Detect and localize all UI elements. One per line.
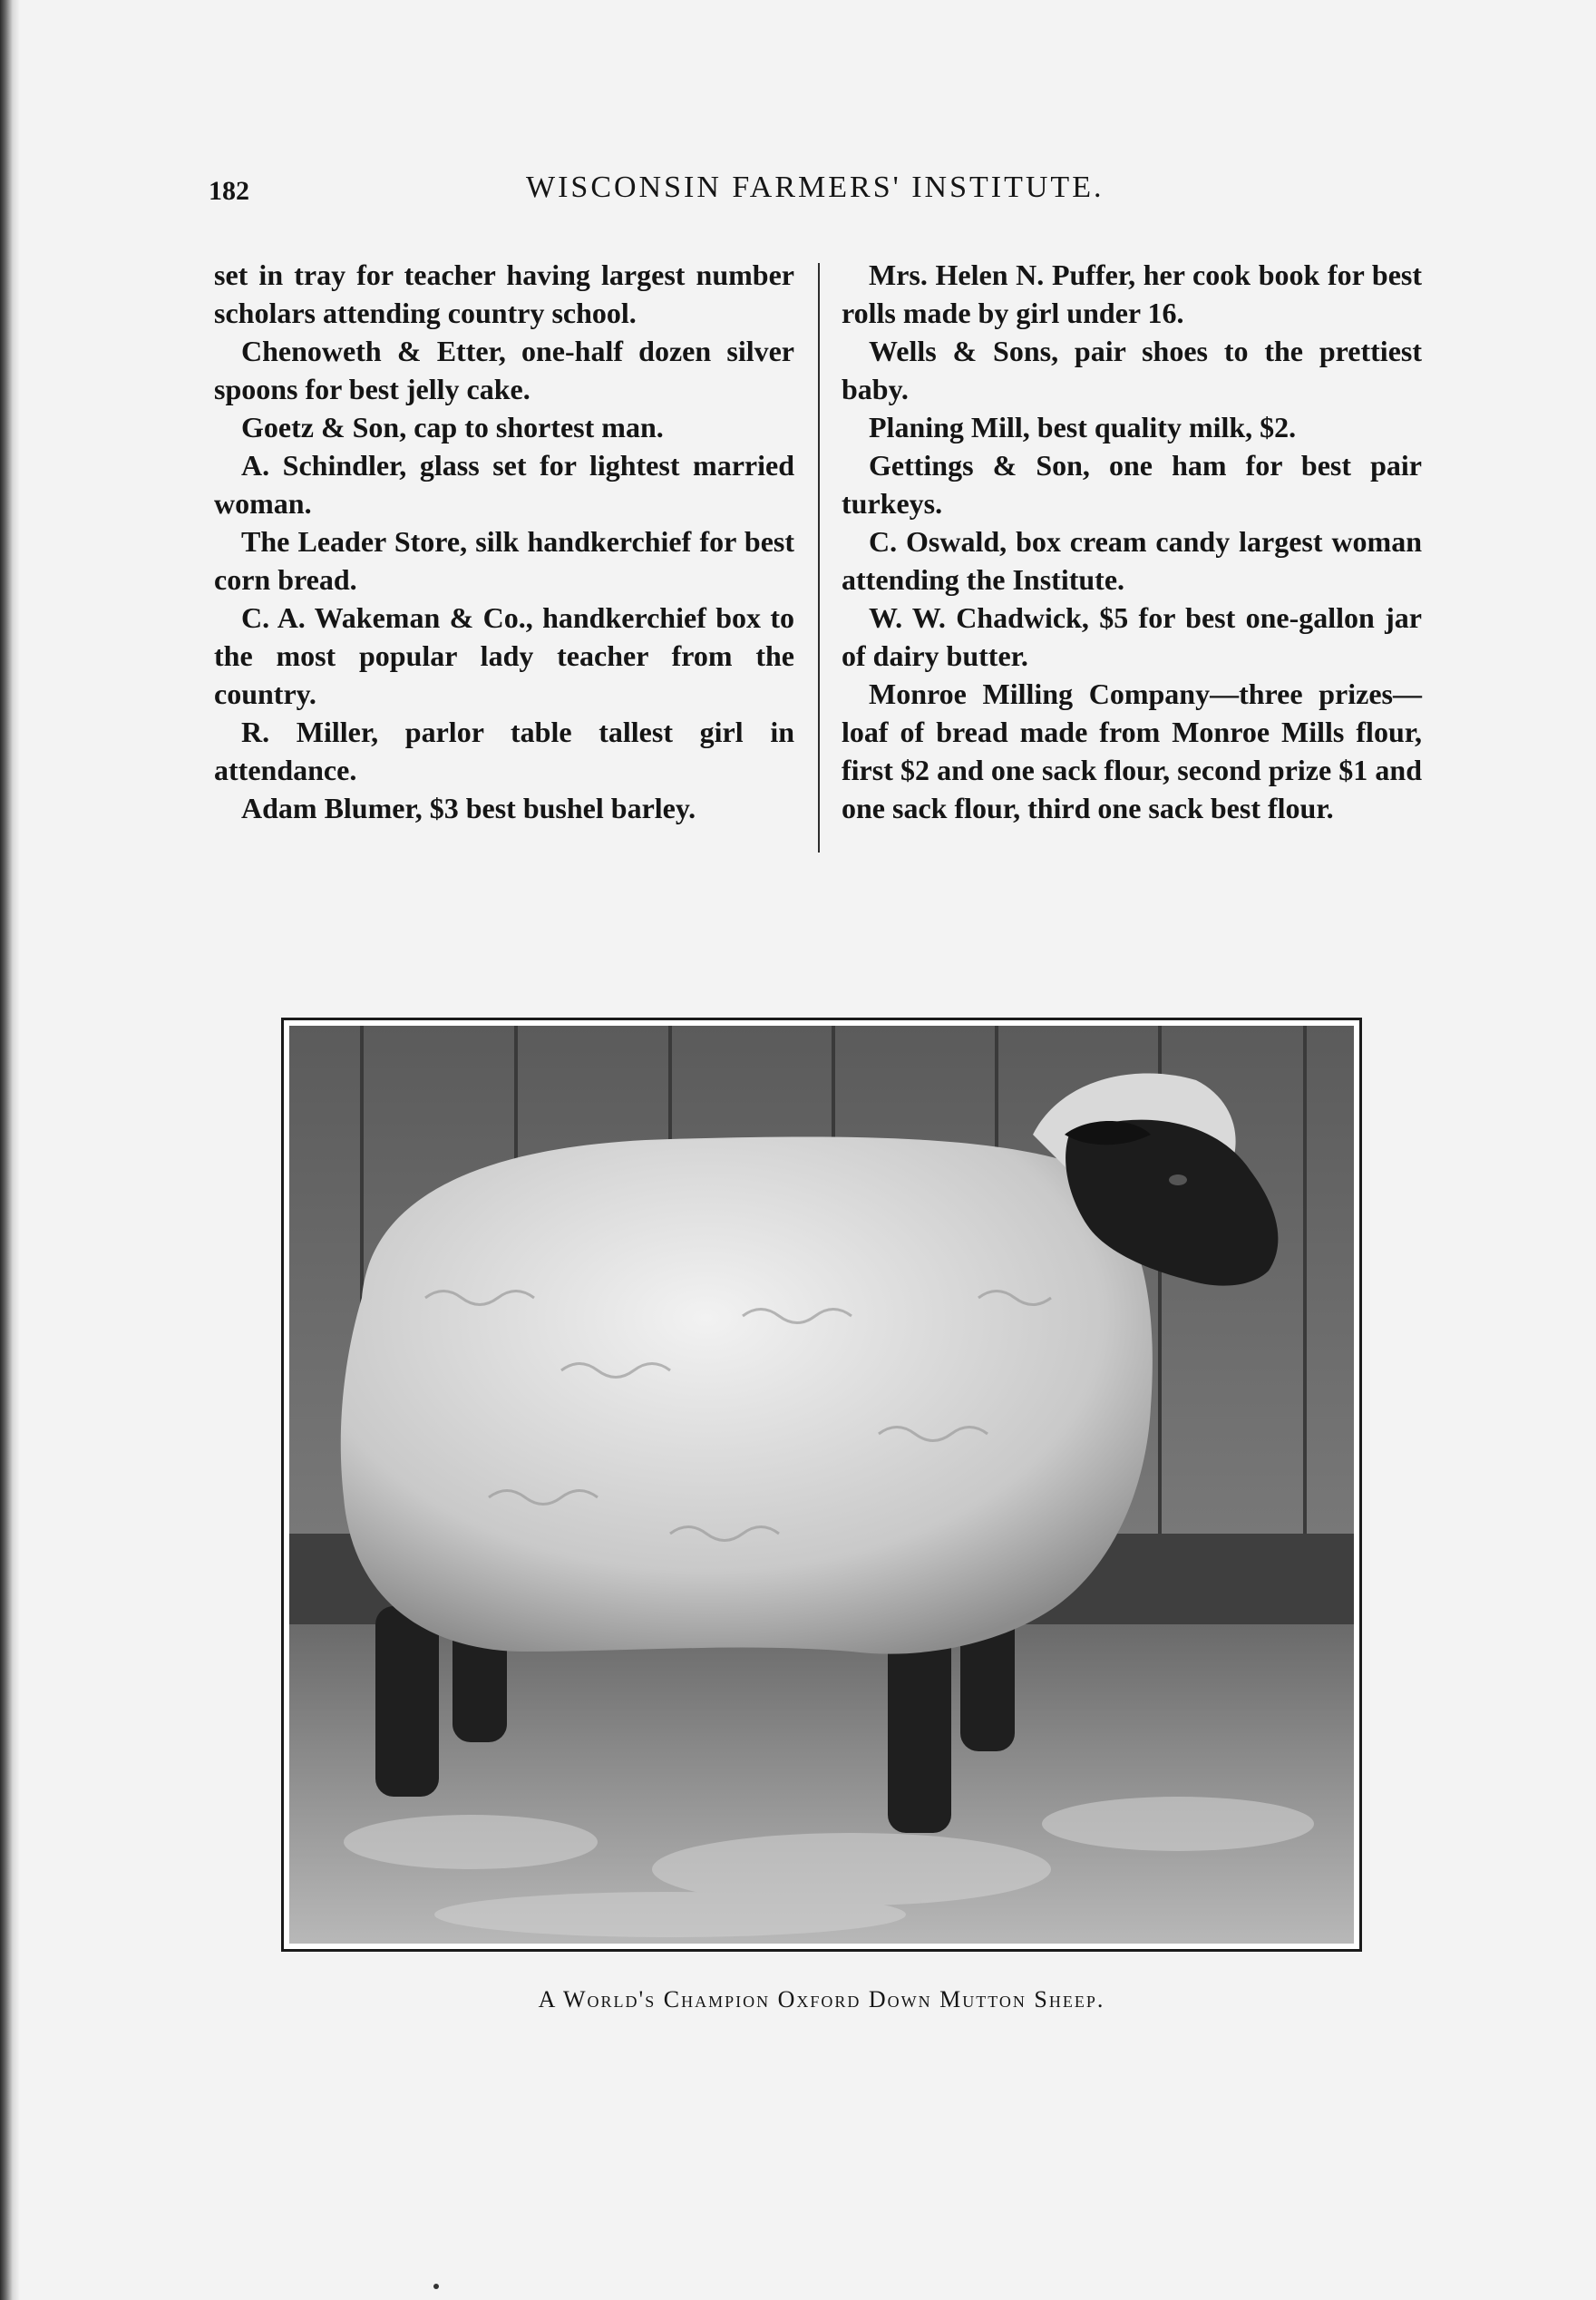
prize-entry: Wells & Sons, pair shoes to the prettiest baby. [842, 335, 1422, 405]
prize-entry: C. A. Wakeman & Co., handkerchief box to the most popular lady teacher from the country. [214, 601, 794, 710]
prize-entry: Planing Mill, best quality milk, $2. [869, 411, 1297, 443]
prize-entry: Goetz & Son, cap to shortest man. [241, 411, 664, 443]
prize-entry: The Leader Store, silk handkerchief for best corn bread. [214, 525, 794, 596]
left-column [214, 256, 794, 827]
prize-entry: Gettings & Son, one ham for best pair turkeys. [842, 449, 1422, 520]
prize-entry: W. W. Chadwick, $5 for best one-gallon jar of dairy butter. [842, 601, 1422, 672]
prize-entry: set in tray for teacher having largest number scholars attending country school. [214, 258, 794, 329]
page-header [209, 171, 1460, 225]
page-binding-edge [0, 0, 20, 2300]
prize-entry: C. Oswald, box cream candy largest woman attending the Institute. [842, 525, 1422, 596]
running-head: WISCONSIN FARMERS' INSTITUTE. [526, 171, 1105, 204]
sheep-photo-frame [281, 1018, 1362, 1952]
page-number: 182 [209, 176, 249, 206]
figure-caption: A World's Champion Oxford Down Mutton Sheep. [538, 1986, 1105, 2012]
right-column [842, 256, 1422, 827]
prize-entry: Mrs. Helen N. Puffer, her cook book for best rolls made by girl under 16. [842, 258, 1422, 329]
prize-entry: Adam Blumer, $3 best bushel barley. [241, 792, 696, 824]
prize-entry: Monroe Milling Company—three prizes—loaf of bread made from Monroe Mills flour, first $2 and one sack flour, second prize $1 and one sack flour, third one sack best flour. [842, 677, 1422, 824]
sheep-photo [289, 1026, 1354, 1944]
print-speck [433, 2284, 439, 2289]
prize-entry: A. Schindler, glass set for lightest married woman. [214, 449, 794, 520]
prize-entry: R. Miller, parlor table tallest girl in attendance. [214, 716, 794, 786]
column-divider [818, 263, 820, 853]
prize-entry: Chenoweth & Etter, one-half dozen silver spoons for best jelly cake. [214, 335, 794, 405]
